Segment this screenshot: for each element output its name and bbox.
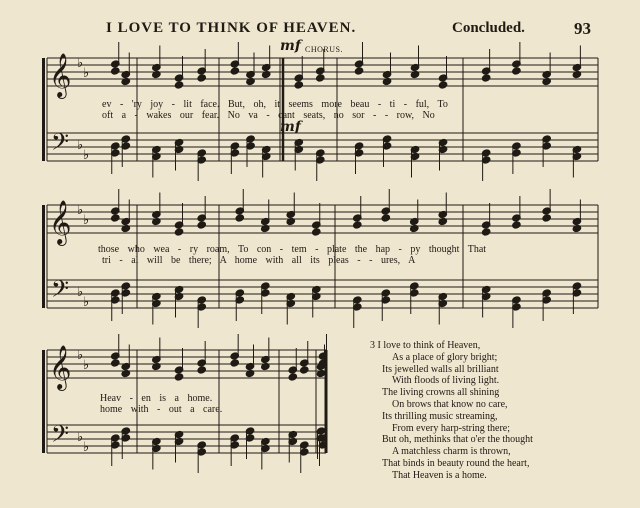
note-head — [110, 214, 120, 222]
lyric-line-6: home with - out a care. — [100, 404, 223, 415]
flat-icon: ♭ — [77, 138, 84, 153]
chorus-label: CHORUS. — [305, 45, 343, 54]
stanza-line: 3 I love to think of Heaven, — [370, 340, 481, 351]
flat-icon: ♭ — [83, 440, 90, 455]
note-head — [354, 67, 364, 75]
flat-icon: ♭ — [77, 430, 84, 445]
lyric-line-4: tri - al will be there; A home with all its pleas - - ures, A — [102, 255, 416, 266]
flat-icon: ♭ — [83, 66, 90, 81]
flat-icon: ♭ — [77, 348, 84, 363]
treble-clef-icon: 𝄞 — [49, 345, 72, 389]
stanza-line: Its thrilling music streaming, — [382, 410, 498, 422]
note-head — [230, 359, 240, 367]
note-head — [315, 74, 325, 82]
stanza-line: That binds in beauty round the heart, — [382, 457, 530, 469]
stanza-line: But oh, methinks that o'er the thought — [382, 434, 533, 446]
flat-icon: ♭ — [77, 203, 84, 218]
note-head — [110, 359, 120, 367]
note-head — [197, 74, 207, 82]
note-head — [197, 366, 207, 374]
hymn-title: I LOVE TO THINK OF HEAVEN. — [106, 20, 357, 36]
note-head — [288, 373, 298, 381]
note-head — [174, 373, 184, 381]
note-head — [110, 67, 120, 75]
stanza-line: With floods of living light. — [392, 375, 500, 387]
flat-icon: ♭ — [83, 148, 90, 163]
stanza-number: 3 — [370, 340, 375, 351]
lyric-line-5: Heav - en is a home. — [100, 393, 213, 404]
system-bracket — [42, 58, 45, 161]
concluded-label: Concluded. — [452, 20, 525, 36]
stanza-line: On brows that know no care, — [392, 398, 508, 410]
bass-clef-icon: 𝄢 — [51, 420, 70, 453]
treble-clef-icon: 𝄞 — [49, 200, 72, 244]
note-head — [542, 214, 552, 222]
flat-icon: ♭ — [83, 295, 90, 310]
system-bracket — [42, 205, 45, 308]
flat-icon: ♭ — [77, 56, 84, 71]
clefs — [49, 53, 89, 455]
treble-clef-icon: 𝄞 — [49, 53, 72, 97]
note-head — [512, 221, 522, 229]
lyric-line-2: oft a - wakes our fear. No va - cant seats, no sor - - row, No — [102, 110, 435, 121]
note-head — [294, 81, 304, 89]
page-number: 93 — [574, 19, 591, 38]
note-head — [352, 221, 362, 229]
stanza-three — [370, 340, 620, 482]
stanza-line: That Heaven is a home. — [392, 469, 487, 481]
flat-icon: ♭ — [83, 358, 90, 373]
note-head — [197, 221, 207, 229]
mezzo-forte-top: mf — [280, 38, 301, 54]
mezzo-forte-bottom: mf — [280, 119, 301, 135]
lyric-line-3: those who wea - ry roam, To con - tem - plate the hap - py thought That — [98, 244, 487, 255]
stanza-line: Its jewelled walls all brilliant — [382, 363, 499, 375]
flat-icon: ♭ — [77, 285, 84, 300]
system-bracket — [42, 350, 45, 453]
bass-clef-icon: 𝄢 — [51, 275, 70, 308]
note-head — [235, 214, 245, 222]
flat-icon: ♭ — [83, 213, 90, 228]
note-head — [481, 74, 491, 82]
note-head — [230, 67, 240, 75]
note-head — [481, 228, 491, 236]
note-head — [299, 366, 309, 374]
note-head — [438, 81, 448, 89]
stanza-line: From every harp-string there; — [392, 422, 511, 434]
note-head — [381, 214, 391, 222]
stanza-line: A matchless charm is thrown, — [392, 446, 511, 458]
stanza-line: As a place of glory bright; — [392, 351, 498, 363]
note-head — [174, 81, 184, 89]
note-head — [512, 67, 522, 75]
note-head — [311, 228, 321, 236]
bass-clef-icon: 𝄢 — [51, 128, 70, 161]
stanza-line: The living crowns all shining — [382, 387, 500, 399]
lyric-line-1: ev - 'ry joy - lit face. But, oh, it seems more beau - ti - ful, To — [102, 99, 448, 110]
note-head — [174, 228, 184, 236]
